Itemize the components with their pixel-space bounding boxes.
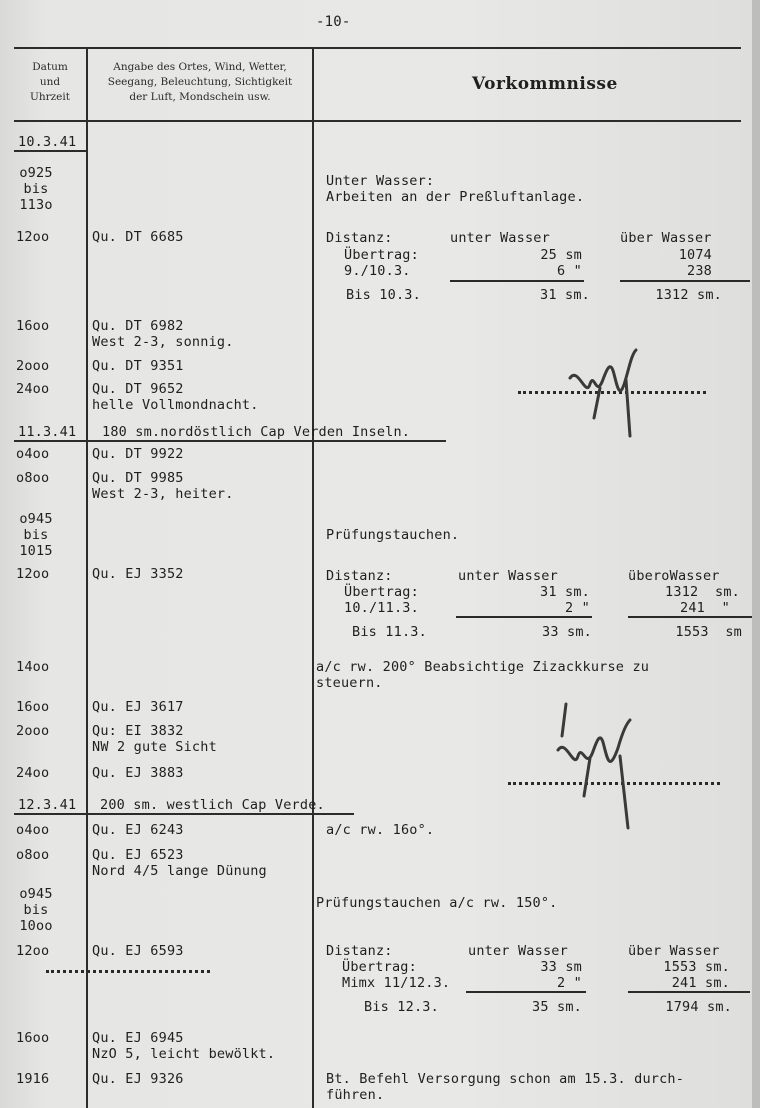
page-number: -10- [316, 14, 351, 30]
entry-time: 24oo [16, 765, 50, 781]
page-edge [752, 0, 760, 1108]
header-datum-line: Datum [32, 61, 68, 73]
entry-time: 12oo [16, 229, 50, 245]
entry-place: Qu. EJ 3883 [92, 765, 184, 781]
filler-dots [46, 970, 210, 973]
entry-place: Qu. EJ 3352 [92, 566, 184, 582]
entry-time: 12oo [16, 943, 50, 959]
distance-row-label: 10./11.3. [344, 600, 419, 616]
distance-over-header: über Wasser [620, 230, 712, 246]
header-ort [88, 60, 312, 105]
distance-label: Distanz: [326, 230, 393, 246]
distance-row-label: Übertrag: [342, 959, 417, 975]
entry-time: 2ooo [16, 723, 50, 739]
column-divider-1 [86, 47, 88, 1108]
entry-time: 16oo [16, 1030, 50, 1046]
entry-place: Qu. EJ 6523 Nord 4/5 lange Dünung [92, 847, 267, 879]
entry-time: 1916 [16, 1071, 50, 1087]
entry-place: Qu. EJ 6243 [92, 822, 184, 838]
distance-under-value: 2 " [565, 600, 590, 616]
header-ort-line: Seegang, Beleuchtung, Sichtigkeit [107, 76, 293, 88]
entry-place: Qu. DT 9922 [92, 446, 184, 462]
distance-over-value: 238 [687, 263, 712, 279]
entry-event: Unter Wasser: Arbeiten an der Preßluftanlage. [326, 173, 585, 205]
header-top-rule [14, 47, 741, 49]
sum-rule [450, 280, 584, 282]
entry-place: Qu. DT 9351 [92, 358, 184, 374]
distance-over-value: 1312 sm. [665, 584, 740, 600]
distance-over-value: 1312 sm. [655, 287, 722, 303]
distance-row-label: Bis 10.3. [346, 287, 421, 303]
distance-over-value: 241 " [680, 600, 730, 616]
header-vorkommnisse: Vorkommnisse [472, 74, 618, 94]
entry-place: Qu. EJ 6593 [92, 943, 184, 959]
entry-time: 14oo [16, 659, 50, 675]
distance-under-value: 2 " [557, 975, 582, 991]
distance-over-header: überoWasser [628, 568, 720, 584]
header-datum [14, 60, 86, 105]
distance-under-value: 6 " [557, 263, 582, 279]
entry-place: Qu. DT 9652 helle Vollmondnacht. [92, 381, 259, 413]
entry-place: Qu. DT 6685 [92, 229, 184, 245]
distance-row-label: Übertrag: [344, 247, 419, 263]
sum-rule [620, 280, 750, 282]
entry-time: 16oo [16, 318, 50, 334]
entry-time: 2ooo [16, 358, 50, 374]
distance-under-value: 33 sm [540, 959, 582, 975]
entry-time: o945 bis 10oo [19, 886, 53, 934]
distance-label: Distanz: [326, 568, 393, 584]
entry-place: Qu. DT 6982 West 2-3, sonnig. [92, 318, 234, 350]
day-date: 10.3.41 [18, 134, 77, 150]
entry-event: a/c rw. 200° Beabsichtige Zizackkurse zu steuern. [316, 659, 650, 691]
day-location: 200 sm. westlich Cap Verde. [100, 797, 325, 813]
entry-time: o945 bis 1015 [19, 511, 53, 559]
entry-place: Qu. DT 9985 West 2-3, heiter. [92, 470, 234, 502]
distance-over-value: 1553 sm [675, 624, 742, 640]
entry-event: Prüfungstauchen a/c rw. 150°. [316, 895, 558, 911]
distance-over-header: über Wasser [628, 943, 720, 959]
entry-place: Qu: EI 3832 NW 2 gute Sicht [92, 723, 217, 755]
distance-under-value: 31 sm. [540, 287, 590, 303]
sum-rule [466, 991, 586, 993]
day-rule [14, 813, 354, 815]
distance-over-value: 1553 sm. [663, 959, 730, 975]
day-rule [14, 440, 446, 442]
sum-rule [456, 616, 592, 618]
handwritten-signature [560, 338, 650, 438]
sum-rule [628, 991, 750, 993]
day-rule [14, 150, 86, 152]
header-ort-line: der Luft, Mondschein usw. [129, 91, 271, 103]
entry-time: o4oo [16, 822, 50, 838]
handwritten-signature [548, 700, 648, 830]
entry-event: Bt. Befehl Versorgung schon am 15.3. durch- führen. [326, 1071, 685, 1103]
day-date: 12.3.41 [18, 797, 77, 813]
distance-row-label: 9./10.3. [344, 263, 411, 279]
distance-under-header: unter Wasser [468, 943, 568, 959]
header-datum-line: Uhrzeit [30, 91, 70, 103]
distance-under-value: 33 sm. [542, 624, 592, 640]
entry-time: 16oo [16, 699, 50, 715]
distance-under-header: unter Wasser [458, 568, 558, 584]
entry-place: Qu. EJ 6945 NzO 5, leicht bewölkt. [92, 1030, 276, 1062]
distance-under-value: 35 sm. [532, 999, 582, 1015]
distance-under-value: 31 sm. [540, 584, 590, 600]
day-date: 11.3.41 [18, 424, 77, 440]
day-location: 180 sm.nordöstlich Cap Verden Inseln. [102, 424, 411, 440]
distance-under-value: 25 sm [540, 247, 582, 263]
entry-time: o925 bis 113o [19, 165, 53, 213]
entry-place: Qu. EJ 3617 [92, 699, 184, 715]
distance-label: Distanz: [326, 943, 393, 959]
header-datum-line: und [39, 76, 61, 88]
sum-rule [628, 616, 752, 618]
distance-over-value: 1794 sm. [665, 999, 732, 1015]
entry-place: Qu. EJ 9326 [92, 1071, 184, 1087]
entry-time: o4oo [16, 446, 50, 462]
entry-event: a/c rw. 16o°. [326, 822, 435, 838]
distance-over-value: 241 sm. [671, 975, 730, 991]
distance-row-label: Übertrag: [344, 584, 419, 600]
distance-over-value: 1074 [678, 247, 712, 263]
header-bottom-rule [14, 120, 741, 122]
column-divider-2 [312, 47, 314, 1108]
distance-row-label: Bis 12.3. [364, 999, 439, 1015]
entry-time: 12oo [16, 566, 50, 582]
entry-event: Prüfungstauchen. [326, 527, 460, 543]
header-ort-line: Angabe des Ortes, Wind, Wetter, [113, 61, 287, 73]
distance-row-label: Mimx 11/12.3. [342, 975, 451, 991]
distance-row-label: Bis 11.3. [352, 624, 427, 640]
entry-time: 24oo [16, 381, 50, 397]
entry-time: o8oo [16, 470, 50, 486]
distance-under-header: unter Wasser [450, 230, 550, 246]
entry-time: o8oo [16, 847, 50, 863]
